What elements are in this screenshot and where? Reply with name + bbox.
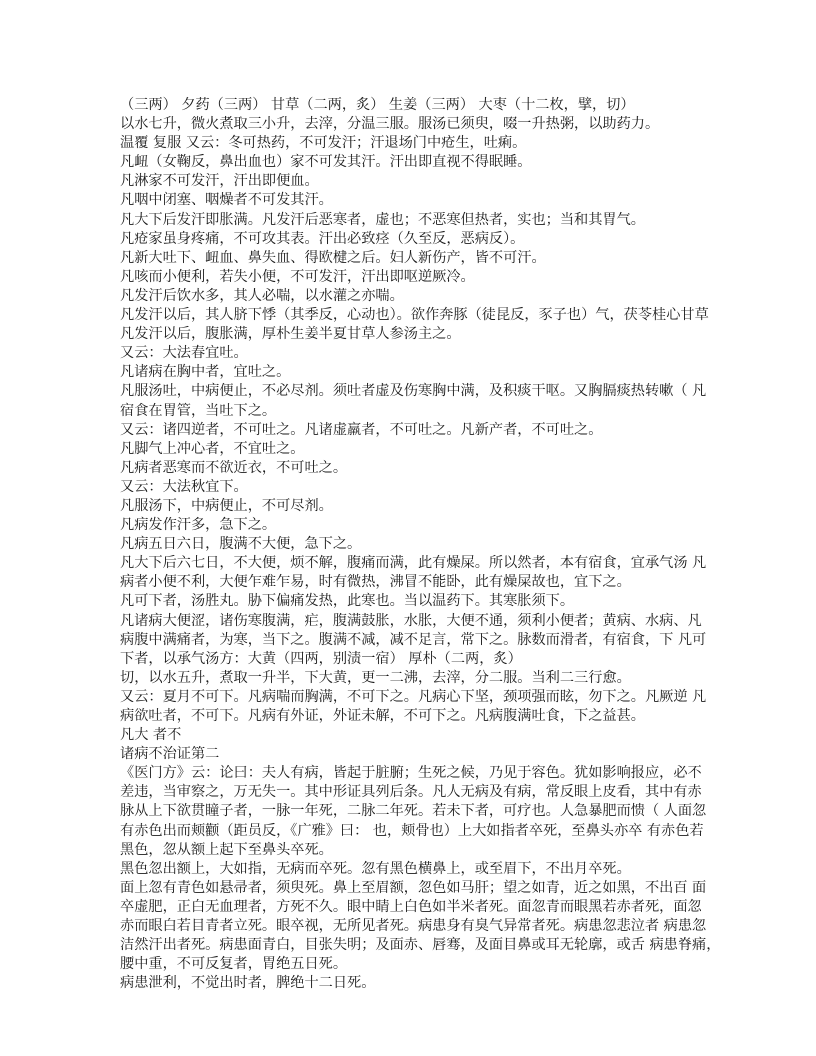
text-line: 又云：诸四逆者，不可吐之。凡诸虚羸者，不可吐之。凡新产者，不可吐之。 <box>120 421 603 438</box>
text-line: 赤而眼白若目青者立死。眼卒视，无所见者死。病患身有臭气异常者死。病患忽悲泣者 病患忽 <box>120 918 707 935</box>
text-line: 凡淋家不可发汗，汗出即便血。 <box>120 173 319 190</box>
text-line: 凡病五日六日，腹满不大便，急下之。 <box>120 536 362 553</box>
text-line: 差违，当审察之，万无失一。其中形证具列后条。凡人无病及有病，常反眼上皮看，其中有赤 <box>120 784 702 801</box>
text-line: 凡大下后发汗即胀满。凡发汗后恶寒者，虚也；不恶寒但热者，实也；当和其胃气。 <box>120 211 645 228</box>
document-page <box>120 96 721 993</box>
text-line: 又云：大法春宜吐。 <box>120 345 248 362</box>
text-line: 凡发汗后饮水多，其人必喘，以水灌之亦喘。 <box>120 287 404 304</box>
text-line: 凡衄（女鞠反，鼻出血也）家不可发其汗。汗出即直视不得眠睡。 <box>120 154 532 171</box>
text-line: 洁然汗出者死。病患面青白，目张失明；及面赤、唇骞，及面目鼻或耳无轮廓，或舌 病患脊痛， <box>120 937 721 954</box>
text-line: 脉从上下欲贯瞳子者，一脉一年死，二脉二年死。若未下者，可疗也。人急暴肥而愦（ 人面忽 <box>120 803 707 820</box>
text-line: 凡疮家虽身疼痛，不可攻其表。汗出必致痉（久至反，恶病反）。 <box>120 230 525 247</box>
text-line: 病患泄利，不觉出时者，脾绝十二日死。 <box>120 975 376 992</box>
text-line: 病腹中满痛者，为寒，当下之。腹满不减，减不足言，常下之。脉数而滑者，有宿食，下 凡可 <box>120 631 707 648</box>
text-line: 病欲吐者，不可下。凡病有外证，外证未解，不可下之。凡病腹满吐食，下之益甚。 <box>120 708 645 724</box>
text-line: 诸病不治证第二 <box>120 746 220 763</box>
text-line: 《医门方》云：论曰：夫人有病，皆起于脏腑；生死之候，乃见于容色。犹如影响报应，必不 <box>120 765 702 782</box>
text-line: 凡诸病大便涩，诸伤寒腹满，疟，腹满鼓胀，水胀，大便不通，须利小便者；黄病、水病、凡 <box>120 612 702 629</box>
text-line: 凡病者恶寒而不欲近衣，不可吐之。 <box>120 459 348 476</box>
text-line: 病者小便不利，大便乍难乍易，时有微热，沸冒不能卧，此有燥屎故也，宜下之。 <box>120 574 631 591</box>
text-line: 切，以水五升，煮取一升半，下大黄，更一二沸，去滓，分二服。当利二三行愈。 <box>120 669 631 686</box>
text-line: 凡大下后六七日，不大便，烦不解，腹痛而满，此有燥屎。所以然者，本有宿食，宜承气汤 凡 <box>120 555 707 572</box>
text-line: 凡大 者不 <box>120 727 182 744</box>
text-line: 凡发汗以后，其人脐下悸（其季反，心动也）。欲作奔豚（徒昆反，豕子也）气，茯苓桂心甘草 <box>120 307 709 324</box>
text-line: 卒虚肥，正白无血理者，方死不久。眼中睛上白色如半米者死。面忽青而眼黑若赤者死，面忽 <box>120 898 702 915</box>
text-line: 凡服汤吐，中病便止，不必尽剂。须吐者虚及伤寒胸中满，及积痰干呕。又胸膈痰热转嗽（ 凡 <box>120 383 707 400</box>
text-line: （三两） 夕药（三两） 甘草（二两，炙） 生姜（三两） 大枣（十二枚，擘，切） <box>120 97 635 113</box>
text-line: 凡可下者，汤胜丸。胁下偏痛发热，此寒也。当以温药下。其寒胀须下。 <box>120 593 575 610</box>
text-line: 以水七升，微火煮取三小升，去滓，分温三服。服汤已须臾，啜一升热粥，以助药力。 <box>120 116 660 133</box>
text-line: 有赤色出而颊颧（距员反，《广雅》曰： 也，颊骨也）上大如指者卒死，至鼻头亦卒 有赤色若 <box>120 822 704 839</box>
text-line: 面上忽有青色如悬帚者，须臾死。鼻上至眉额，忽色如马肝；望之如青，近之如黑，不出百 面 <box>120 879 707 896</box>
text-line: 凡服汤下，中病便止，不可尽剂。 <box>120 497 333 514</box>
text-line: 又云：大法秋宜下。 <box>120 478 248 495</box>
text-line: 腰中重，不可反复者，胃绝五日死。 <box>120 956 348 973</box>
text-line: 黑色忽出额上，大如指，无病而卒死。忽有黑色横鼻上，或至眉下，不出月卒死。 <box>120 860 631 877</box>
text-line: 凡咳而小便利，若失小便，不可发汗，汗出即呕逆厥冷。 <box>120 268 475 285</box>
text-line: 温覆 复服 又云：冬可热药，不可发汗；汗退场门中疮生，吐痢。 <box>120 135 527 152</box>
text-line: 凡诸病在胸中者，宜吐之。 <box>120 364 291 381</box>
text-line: 黑色，忽从额上起下至鼻头卒死。 <box>120 841 333 858</box>
text-line: 凡咽中闭塞、咽燥者不可发其汗。 <box>120 192 333 209</box>
text-line: 宿食在胃管，当吐下之。 <box>120 402 277 419</box>
text-line: 下者，以承气汤方：大黄（四两，别渍一宿） 厚朴（二两，炙） <box>120 650 522 667</box>
text-line: 凡脚气上冲心者，不宜吐之。 <box>120 440 305 457</box>
text-line: 又云：夏月不可下。凡病喘而胸满，不可下之。凡病心下坚，颈项强而眩，勿下之。凡厥逆 凡 <box>120 688 707 705</box>
text-line: 凡病发作汗多，急下之。 <box>120 517 277 534</box>
text-line: 凡发汗以后，腹胀满，厚朴生姜半夏甘草人参汤主之。 <box>120 326 461 343</box>
text-line: 凡新大吐下、衄血、鼻失血、得欧楗之后。妇人新伤产，皆不可汗。 <box>120 249 546 266</box>
